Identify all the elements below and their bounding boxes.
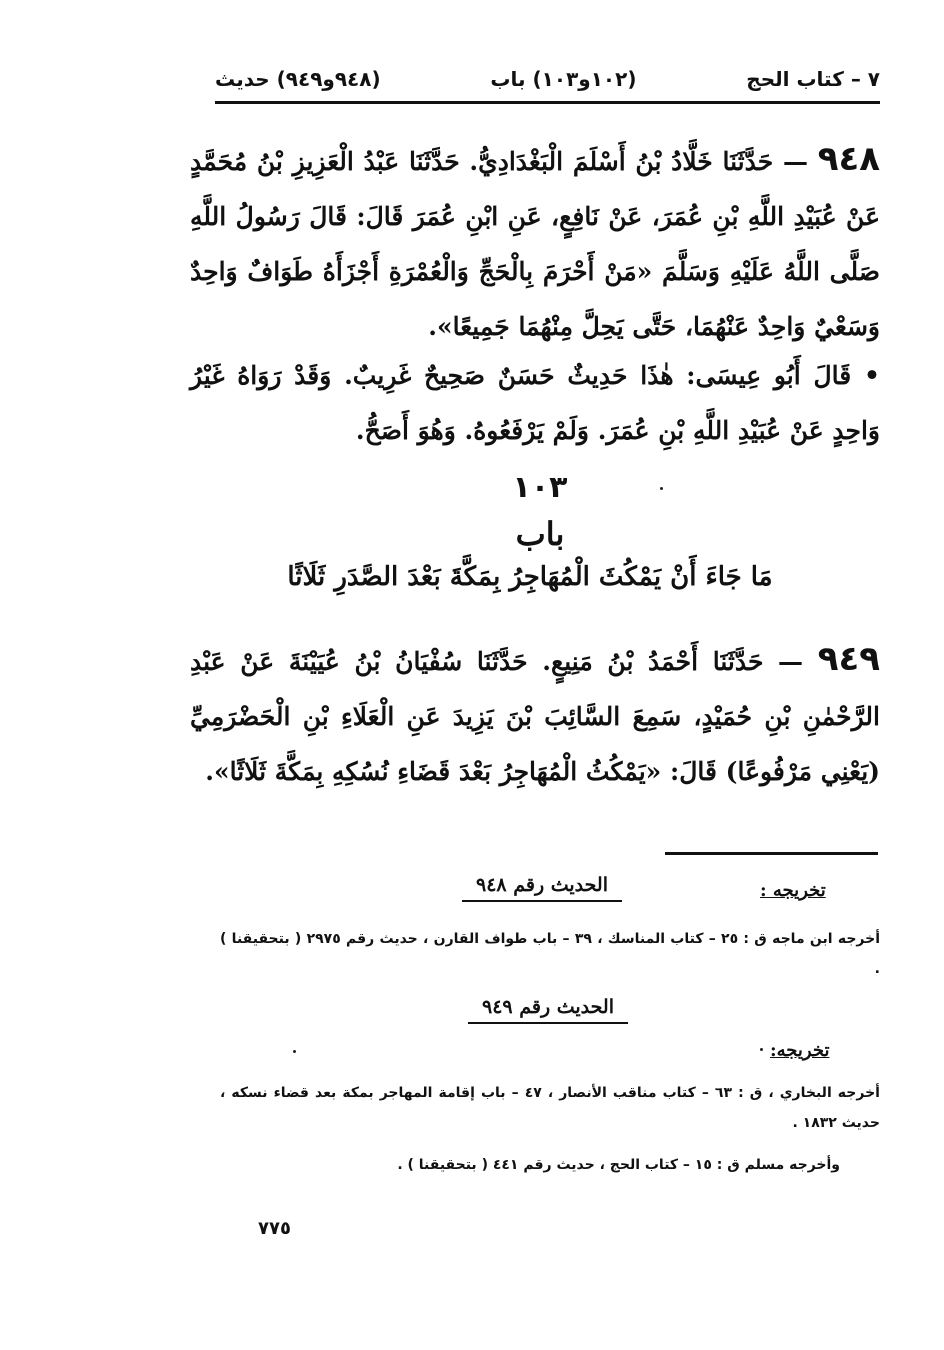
footnote-text-949-b: وأخرجه مسلم ق : ١٥ – كتاب الحج ، حديث رقم ٤٤١ ( بتحقيقنا ) . [397, 1157, 840, 1173]
chapter-bab-label: باب [515, 515, 565, 553]
hadith-949-text: — حَدَّثَنَا أَحْمَدُ بْنُ مَنِيعٍ. حَدَّثَنَا سُفْيَانُ بْنُ عُيَيْنَةَ عَنْ عَبْدِ الرَّحْمٰنِ بْنِ حُمَيْدٍ، سَمِعَ السَّائِبَ بْنَ يَزِيدَ عَنِ الْعَلَاءِ بْنِ الْحَضْرَمِيِّ (يَعْنِي مَرْفُوعًا) قَالَ: «يَمْكُثُ الْمُهَاجِرُ بَعْدَ قَضَاءِ نُسُكِهِ بِمَكَّةَ ثَلَاثًا». [190, 647, 880, 786]
footnote-heading-948: الحديث رقم ٩٤٨ [462, 874, 622, 902]
chapter-number: ١٠٣ [512, 470, 568, 505]
scan-speck [760, 1048, 763, 1051]
footnote-text-949-a: أخرجه البخاري ، ق : ٦٣ – كتاب مناقب الأنصار ، ٤٧ – باب إقامة المهاجر بمكة بعد قضاء نسكه ، حديث ١٨٣٢ . [220, 1085, 880, 1131]
header-hadith-range: (٩٤٨و٩٤٩) حديث [215, 67, 381, 91]
hadith-948-commentary [190, 348, 880, 458]
hadith-948-number: ٩٤٨ [817, 139, 880, 179]
page-number: ٧٧٥ [258, 1218, 291, 1239]
takhrij-label-948: تخريجه : [760, 880, 826, 901]
footnote-heading-949: الحديث رقم ٩٤٩ [468, 996, 628, 1024]
hadith-949-number: ٩٤٩ [817, 639, 880, 679]
hadith-949-paragraph [190, 632, 880, 799]
scan-speck [293, 1050, 296, 1053]
chapter-title: مَا جَاءَ أَنْ يَمْكُثَ الْمُهَاجِرُ بِمَكَّةَ بَعْدَ الصَّدَرِ ثَلَاثًا [287, 562, 773, 592]
footnote-text-948: أخرجه ابن ماجه ق : ٢٥ – كتاب المناسك ، ٣٩ – باب طواف القارن ، حديث رقم ٢٩٧٥ ( بتحقيقنا ) . [220, 931, 881, 977]
footnote-divider [665, 852, 878, 855]
running-header [215, 62, 880, 96]
header-chapter: ٧ – كتاب الحج [746, 67, 880, 91]
header-bab-range: (١٠٢و١٠٣) باب [490, 67, 637, 91]
scan-speck [660, 487, 663, 490]
takhrij-label-949: تخريجه: [770, 1040, 830, 1061]
commentary-948-text: • قَالَ أَبُو عِيسَى: هٰذَا حَدِيثٌ حَسَنٌ صَحِيحٌ غَرِيبٌ. وَقَدْ رَوَاهُ غَيْرُ وَاحِدٍ عَنْ عُبَيْدِ اللَّهِ بْنِ عُمَرَ. وَلَمْ يَرْفَعُوهُ. وَهُوَ أَصَحُّ. [190, 361, 880, 445]
hadith-948-paragraph [190, 132, 880, 354]
header-divider [215, 101, 880, 104]
hadith-948-text: — حَدَّثَنَا خَلَّادُ بْنُ أَسْلَمَ الْبَغْدَادِيُّ. حَدَّثَنَا عَبْدُ الْعَزِيزِ بْنُ مُحَمَّدٍ عَنْ عُبَيْدِ اللَّهِ بْنِ عُمَرَ، عَنْ نَافِعٍ، عَنِ ابْنِ عُمَرَ قَالَ: قَالَ رَسُولُ اللَّهِ صَلَّى اللَّهُ عَلَيْهِ وَسَلَّمَ «مَنْ أَحْرَمَ بِالْحَجِّ وَالْعُمْرَةِ أَجْزَأَهُ طَوَافٌ وَاحِدٌ وَسَعْيٌ وَاحِدٌ عَنْهُمَا، حَتَّى يَحِلَّ مِنْهُمَا جَمِيعًا». [190, 147, 880, 341]
